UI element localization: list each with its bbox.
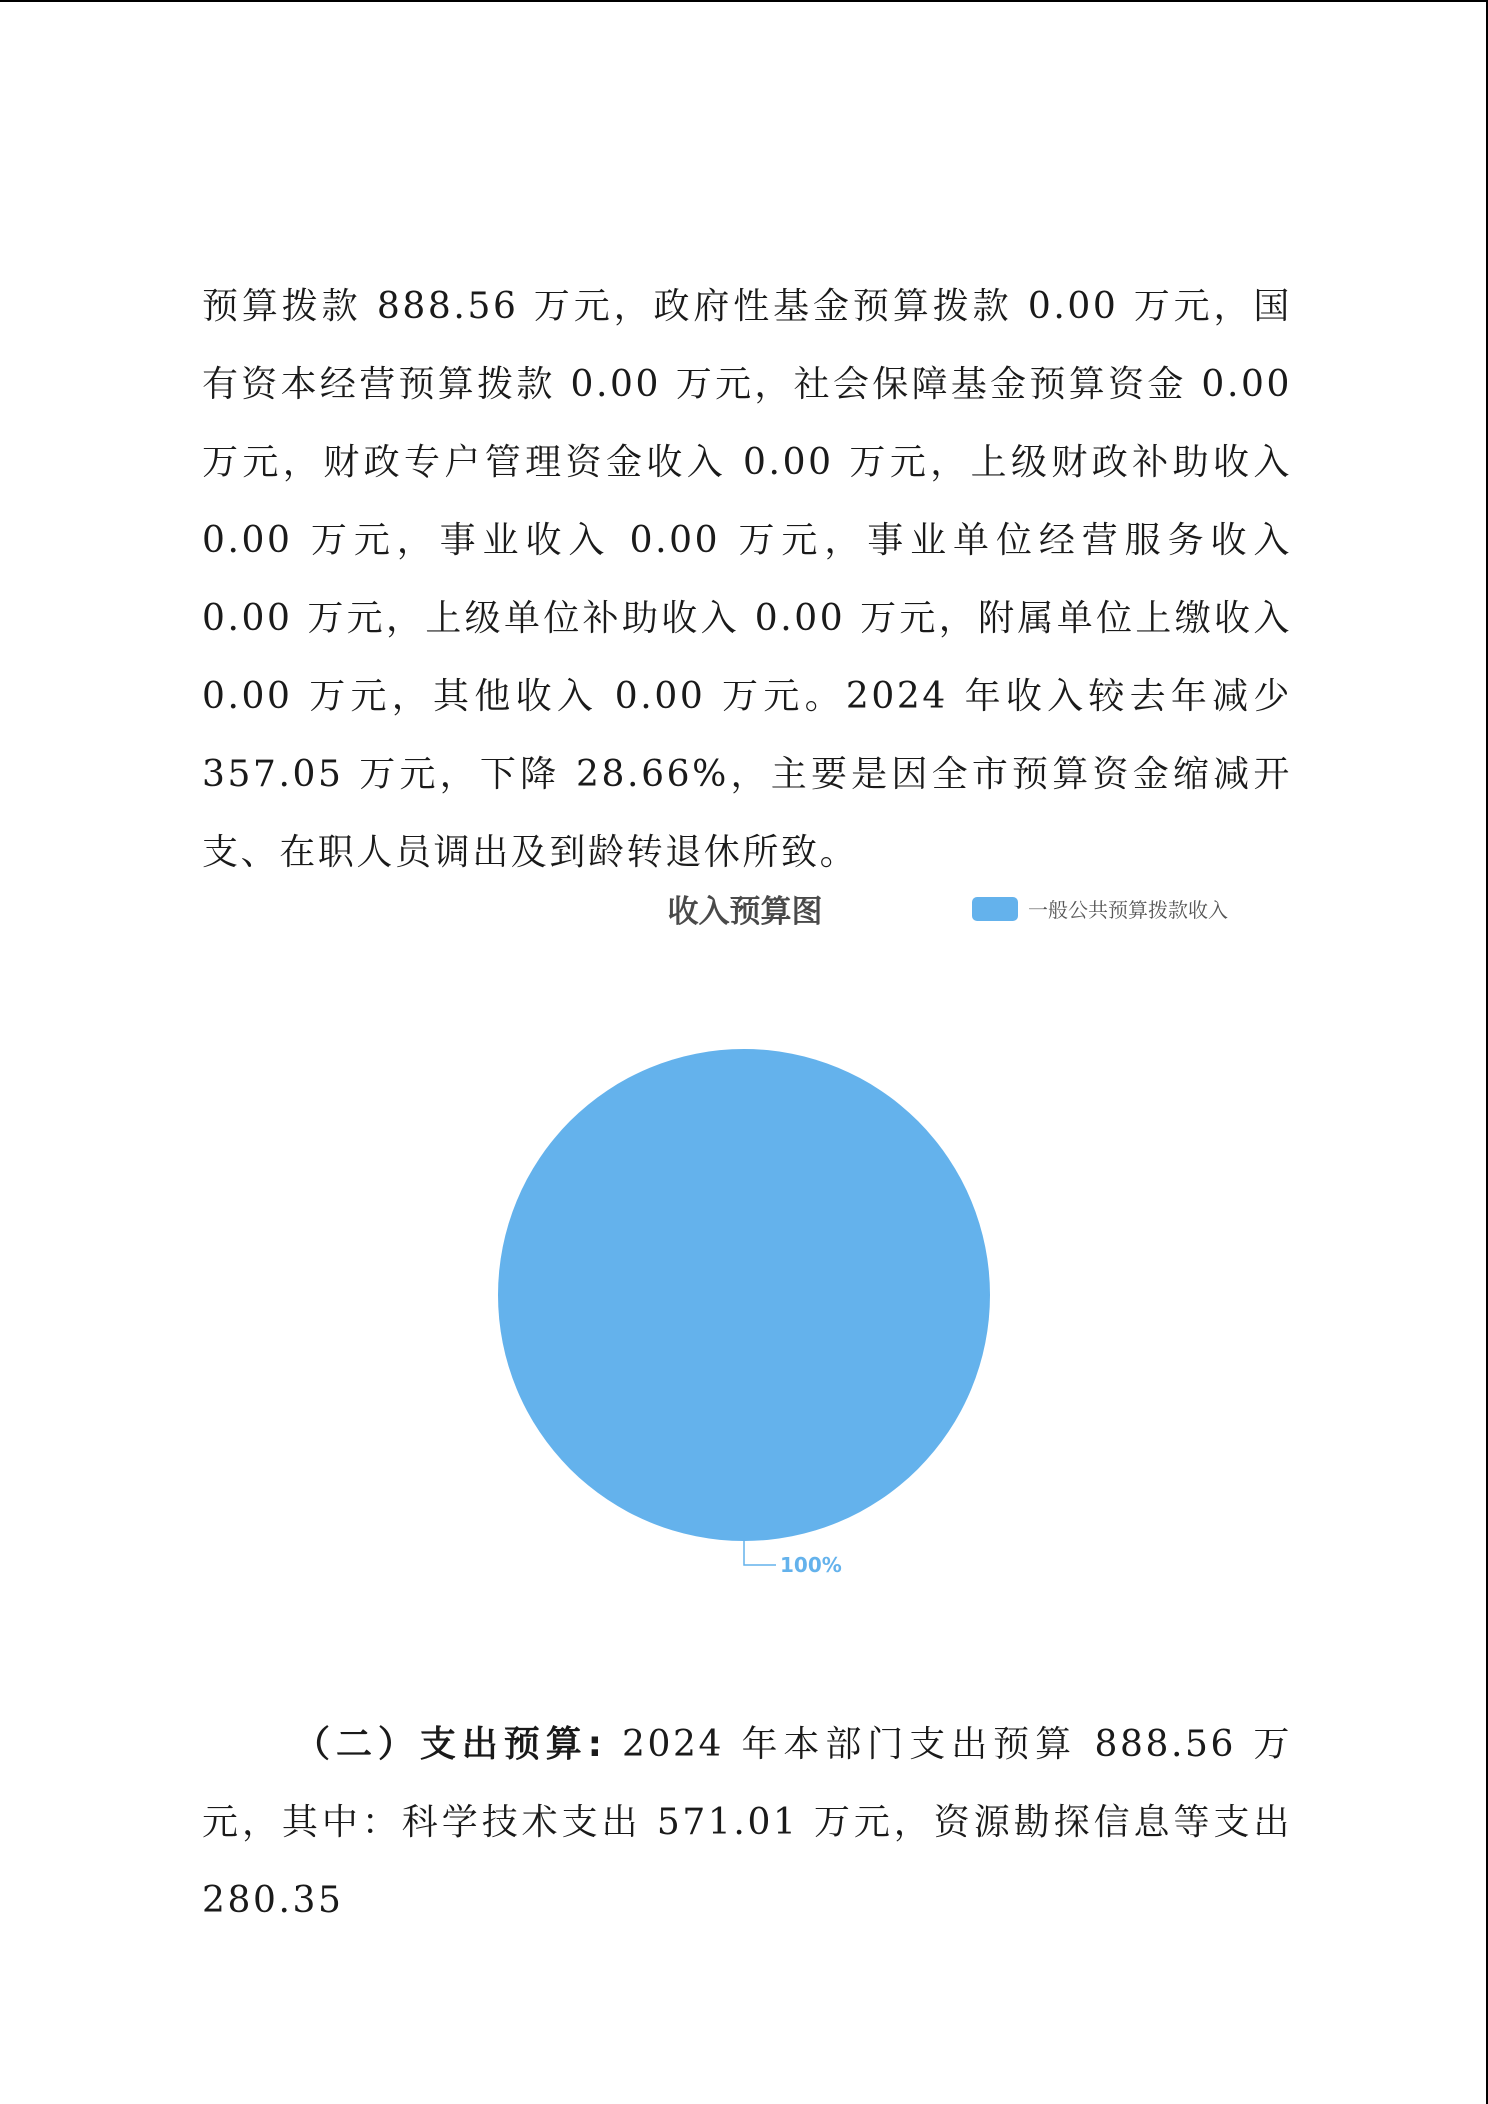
body-paragraph: 预算拨款 888.56 万元，政府性基金预算拨款 0.00 万元，国有资本经营预算拨款 0.00 万元，社会保障基金预算资金 0.00 万元，财政专户管理资金收入 0.00 万元，上级财政补助收入 0.00 万元，事业收入 0.00 万元，事业单位经营服务收入 0.00 万元，上级单位补助收入 0.00 万元，附属单位上缴收入 0.00 万元，其他收入 0.00 万元。2024 年收入较去年减少 357.05 万元，下降 28.66%，主要是因全市预算资金缩减开支、在职人员调出及到龄转退休所致。 — [202, 286, 1292, 873]
pie-label-line — [744, 1541, 776, 1565]
section-expenditure — [202, 1706, 1292, 1940]
chart-legend — [972, 894, 1228, 923]
legend-swatch — [972, 897, 1018, 921]
pie-data-label: 100% — [780, 1553, 842, 1577]
chart-title: 收入预算图 — [667, 894, 823, 930]
section-heading: （二）支出预算: — [294, 1724, 605, 1765]
legend-label: 一般公共预算拨款收入 — [1028, 898, 1228, 922]
section-text: 2024 年本部门支出预算 888.56 万元，其中：科学技术支出 571.01 万元，资源勘探信息等支出 280.35 — [202, 1724, 1293, 1921]
pie-slice — [498, 1049, 990, 1541]
